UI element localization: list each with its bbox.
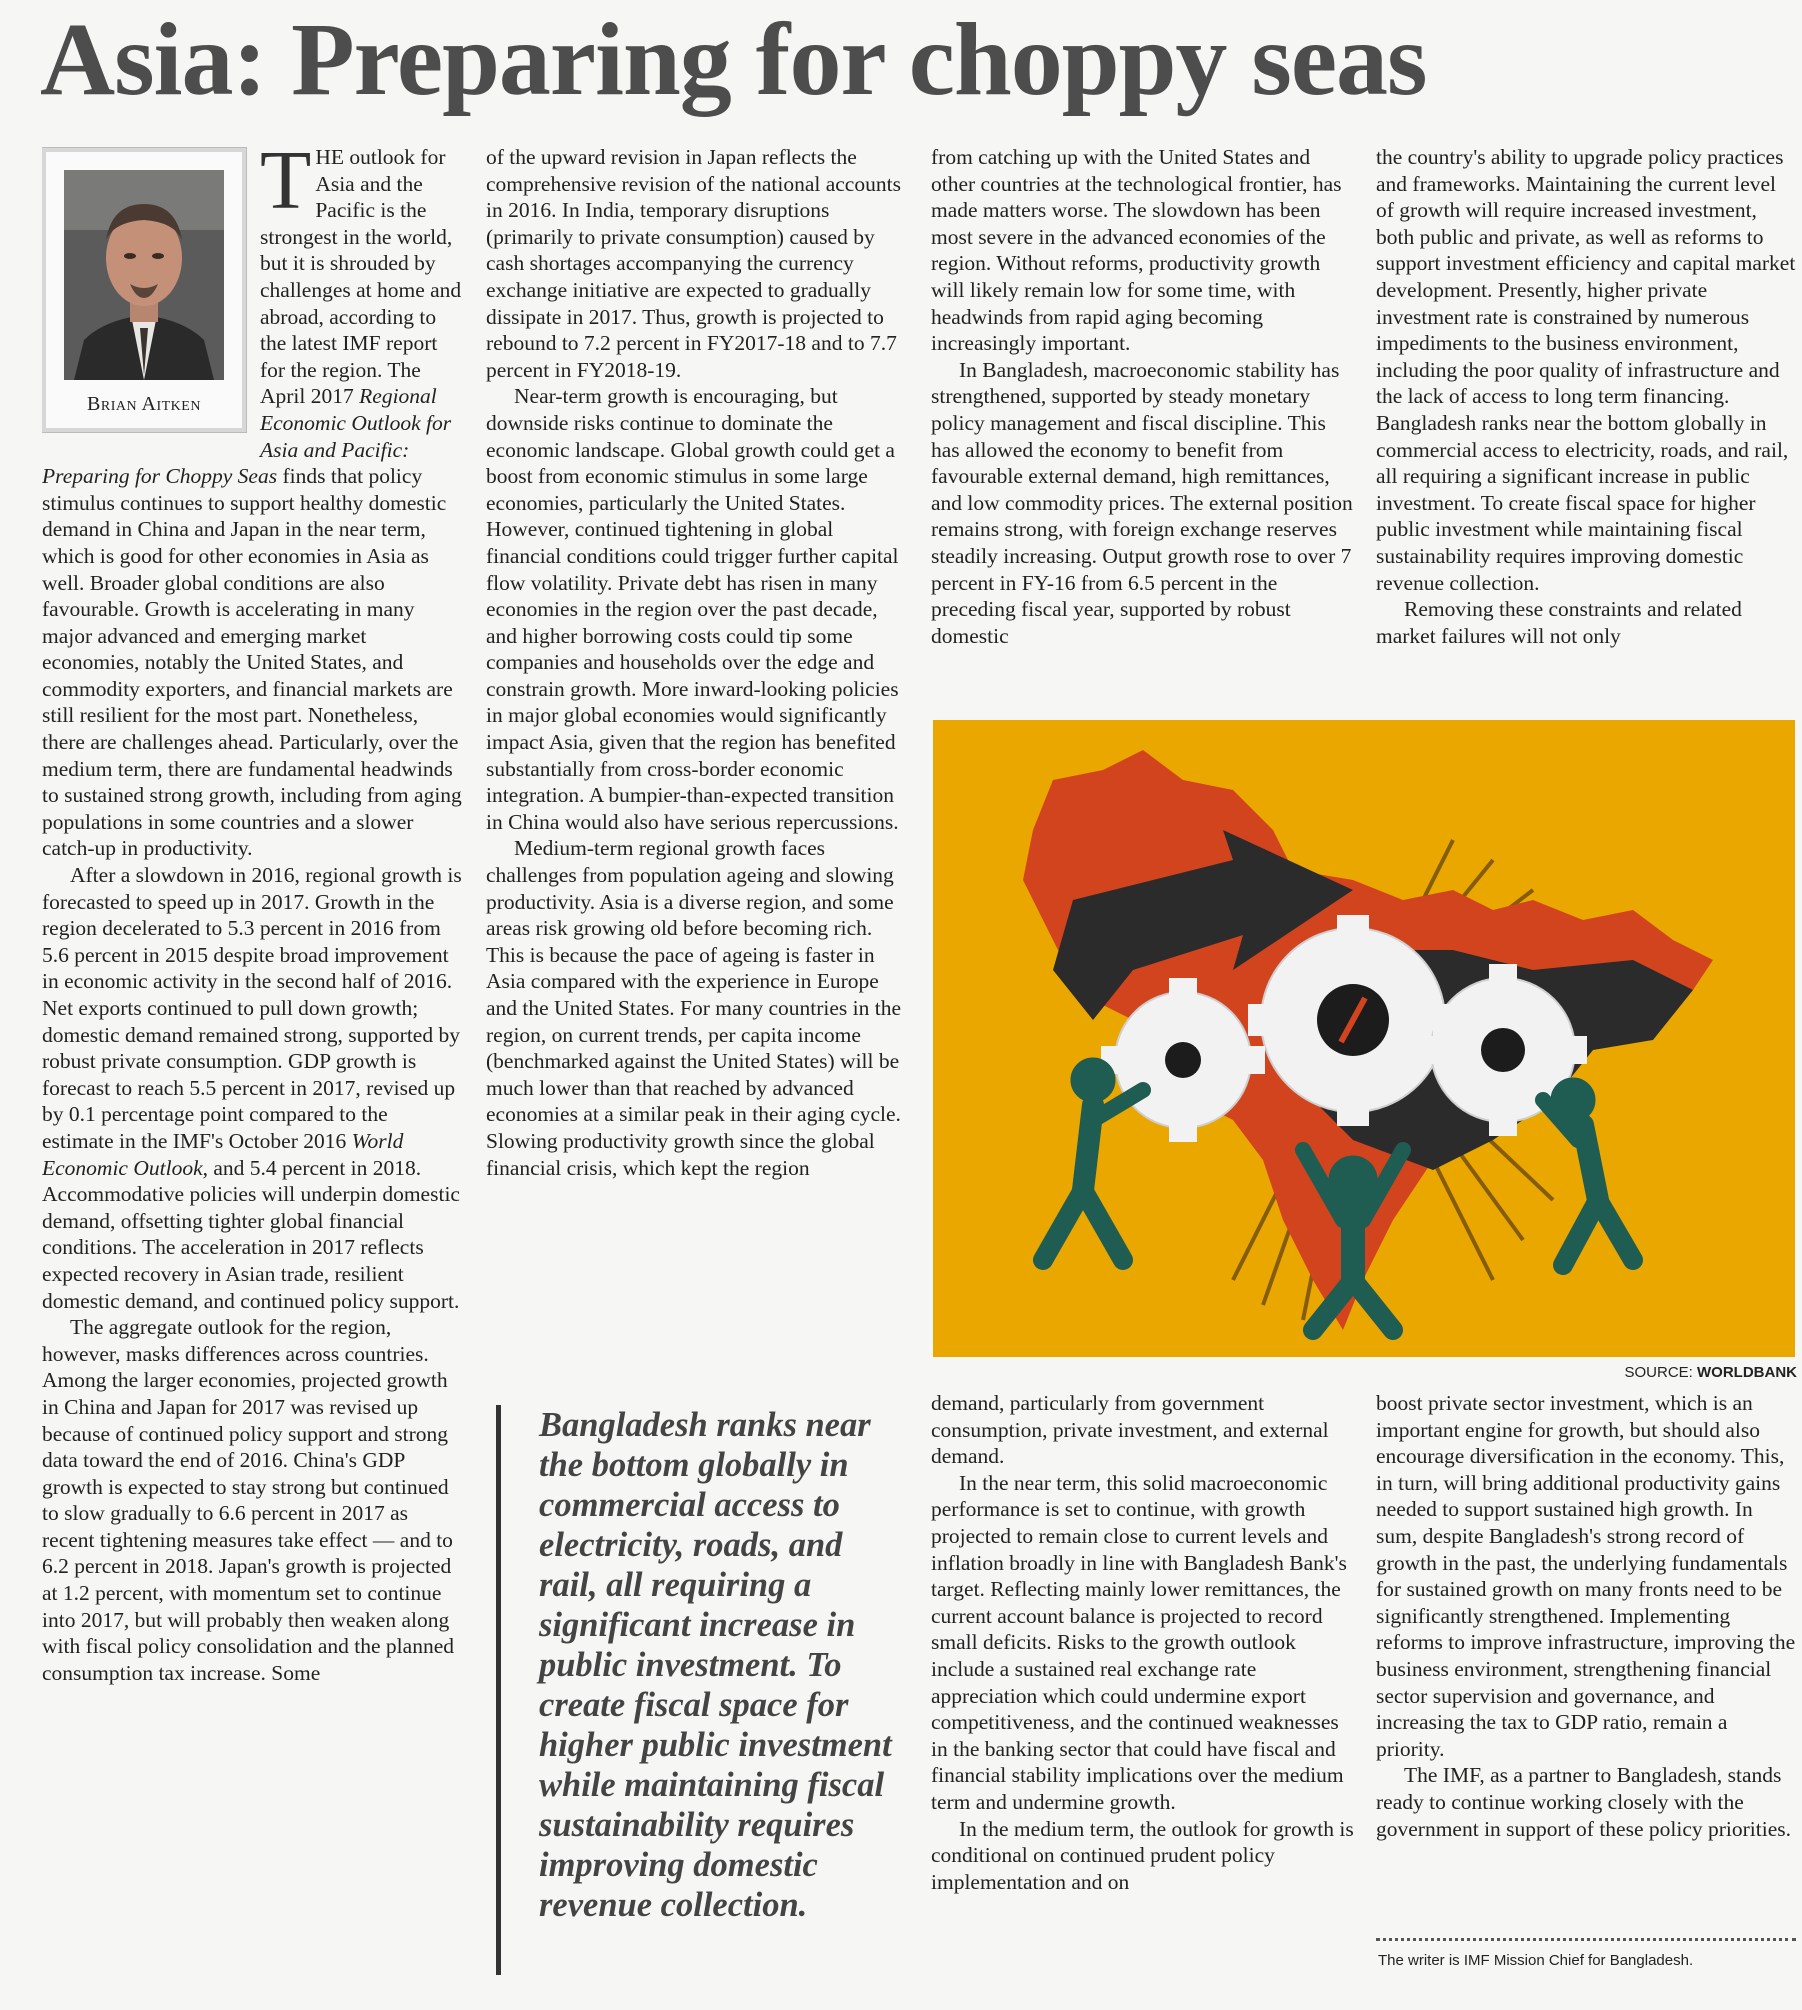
drop-cap: T <box>260 144 312 227</box>
col4b-paragraph-1: boost private sector investment, which is an important engine for growth, but should also encourage diversification in the economy. This, in turn, will bring additional productivity gains needed to support sustained high growth. In sum, despite Bangladesh's strong record of growth in the past, the underlying fundamentals for sustained growth on many fronts need to be significantly strengthened. Implementing reforms to improve infrastructure, improving the business environment, strengthening financial sector supervision and governance, and increasing the tax to GDP ratio, remain a priority. <box>1376 1391 1796 1761</box>
writer-note-divider <box>1376 1938 1796 1941</box>
col1-paragraph-2: After a slowdown in 2016, regional growth is forecasted to speed up in 2017. Growth in the region decelerated to 5.3 percent in 2016 from 5.6 percent in 2015 despite broad improvement in economic activity in the second half of 2016. Net exports continued to pull down growth; domestic demand remained strong, supported by robust private consumption. GDP growth is forecast to reach 5.5 percent in 2017, revised up by 0.1 percentage point compared to the estimate in the IMF's October 2016 World Economic Outlook, and 5.4 percent in 2018. Accommodative policies will underpin domestic demand, offsetting tighter global financial conditions. The acceleration in 2017 reflects expected recovery in Asian trade, resilient domestic demand, and continued policy support. <box>42 863 462 1313</box>
col1-paragraph-1: THE outlook for Asia and the Pacific is the strongest in the world, but it is shrouded by challenges at home and abroad, according to the latest IMF report for the region. The April 2017 Regional Economic Outlook for Asia and Pacific: Preparing for Choppy Seas finds that policy stimulus continues to support healthy domestic demand in China and Japan in the near term, which is good for other economies in Asia as well. Broader global conditions are also favourable. Growth is accelerating in many major advanced and emerging market economies, notably the United States, and commodity exporters, and financial markets are still resilient for the most part. Nonetheless, there are challenges ahead. Particularly, over the medium term, there are fundamental headwinds to sustained strong growth, including from aging populations in some countries and a slower catch-up in productivity. <box>42 144 462 861</box>
illustration-gears-map <box>933 720 1795 1357</box>
col1-paragraph-3: The aggregate outlook for the region, however, masks differences across countries. Among the larger economies, projected growth in China and Japan for 2017 was revised up because of continued policy support and strong data toward the end of 2016. China's GDP growth is expected to stay strong but continued to slow gradually to 6.6 percent in 2017 as recent tightening measures take effect — and to 6.2 percent in 2018. Japan's growth is projected at 1.2 percent, with momentum set to continue into 2017, but will probably then weaken along with fiscal policy consolidation and the planned consumption tax increase. Some <box>42 1315 454 1685</box>
writer-note: The writer is IMF Mission Chief for Bangladesh. <box>1378 1952 1694 1969</box>
article-column-3-top <box>931 144 1355 704</box>
col3-paragraph-2: In Bangladesh, macroeconomic stability has strengthened, supported by steady monetary policy management and fiscal discipline. This has allowed the economy to benefit from favourable external demand, high remittances, and low commodity prices. The external position remains strong, with foreign exchange reserves steadily increasing. Output growth rose to over 7 percent in FY-16 from 6.5 percent in the preceding fiscal year, supported by robust domestic <box>931 357 1353 648</box>
col2-paragraph-2: Near-term growth is encouraging, but downside risks continue to dominate the economic landscape. Global growth could get a boost from economic stimulus in some large economies, particularly the United States. However, continued tightening in global financial conditions could trigger further capital flow volatility. Private debt has risen in many economies in the region over the past decade, and higher borrowing costs could tip some companies and households over the edge and constrain growth. More inward-looking policies in major global economies would significantly impact Asia, given that the region has benefited substantially from cross-border economic integration. A bumpier-than-expected transition in China would also have serious repercussions. <box>486 384 899 834</box>
pull-quote: Bangladesh ranks near the bottom globally in commercial access to electricity, roads, and rail, all requiring a significant increase in public investment. To create fiscal space for higher public investment while maintaining fiscal sustainability requires improving domestic revenue collection. <box>496 1405 896 1975</box>
col4b-paragraph-2: The IMF, as a partner to Bangladesh, stands ready to continue working closely with the government in support of these policy priorities. <box>1376 1763 1791 1841</box>
article-column-3-bottom <box>931 1390 1355 1985</box>
col3-paragraph-1: from catching up with the United States and other countries at the technological frontier, has made matters worse. The slowdown has been most severe in the advanced economies of the region. Without reforms, productivity growth will likely remain low for some time, with headwinds from rapid aging becoming increasingly important. <box>931 145 1342 356</box>
col4-paragraph-1: the country's ability to upgrade policy practices and frameworks. Maintaining the current level of growth will require increased investment, both public and private, as well as reforms to support investment efficiency and capital market development. Presently, higher private investment rate is constrained by numerous impediments to the business environment, including the poor quality of infrastructure and the lack of access to long term financing. Bangladesh ranks near the bottom globally in commercial access to electricity, roads, and rail, all requiring a significant increase in public investment. To create fiscal space for higher public investment while maintaining fiscal sustainability requires improving domestic revenue collection. <box>1376 145 1796 595</box>
author-byline: Brian Aitken <box>87 393 201 415</box>
article-column-1 <box>42 144 462 1974</box>
col3b-paragraph-2: In the near term, this solid macroeconomic performance is set to continue, with growth projected to remain close to current levels and inflation broadly in line with Bangladesh Bank's target. Reflecting mainly lower remittances, the current account balance is projected to record small deficits. Risks to the growth outlook include a sustained real exchange rate appreciation which could undermine export competitiveness, and the continued weaknesses in the banking sector that could have fiscal and financial stability implications over the medium term and undermine growth. <box>931 1470 1347 1814</box>
col3b-paragraph-3: In the medium term, the outlook for growth is conditional on continued prudent policy implementation and on <box>931 1816 1354 1894</box>
col4-paragraph-2: Removing these constraints and related market failures will not only <box>1376 597 1742 648</box>
headline: Asia: Preparing for choppy seas <box>40 2 1427 117</box>
article-column-2 <box>486 144 906 1369</box>
col2-paragraph-3: Medium-term regional growth faces challenges from population ageing and slowing productivity. Asia is a diverse region, and some areas risk growing old before becoming rich. This is because the pace of ageing is faster in Asia compared with the experience in Europe and the United States. For many countries in the region, on current trends, per capita income (benchmarked against the United States) will be much lower than that reached by advanced economies at a similar peak in their aging cycle. Slowing productivity growth since the global financial crisis, which kept the region <box>486 836 901 1180</box>
col2-paragraph-1: of the upward revision in Japan reflects the comprehensive revision of the national accounts in 2016. In India, temporary disruptions (primarily to private consumption) caused by cash shortages accompanying the currency exchange initiative are expected to gradually dissipate in 2017. Thus, growth is projected to rebound to 7.2 percent in FY2017-18 and to 7.7 percent in FY2018-19. <box>486 145 901 382</box>
author-photo-box <box>42 148 246 432</box>
author-photo <box>64 170 224 380</box>
article-column-4-top <box>1376 144 1796 704</box>
image-source-credit: SOURCE: WORLDBANK <box>1624 1364 1797 1381</box>
col3b-paragraph-1: demand, particularly from government consumption, private investment, and external demand. <box>931 1391 1329 1469</box>
article-column-4-bottom <box>1376 1390 1796 1935</box>
